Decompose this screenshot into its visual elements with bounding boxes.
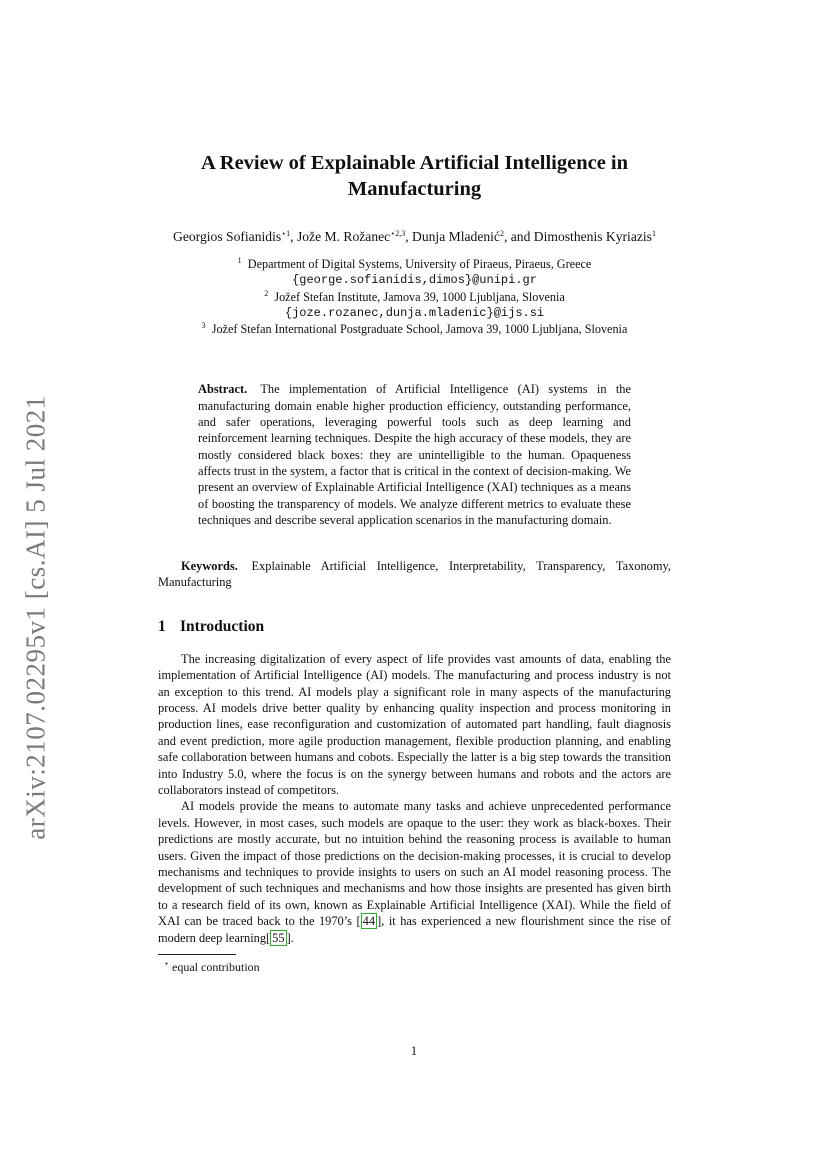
abstract-label: Abstract.: [198, 382, 248, 397]
author-name: Georgios Sofianidis: [173, 229, 282, 244]
affiliation-text: Jožef Stefan Institute, Jamova 39, 1000 Ljubljana, Slovenia: [274, 289, 565, 304]
author-marks: 1: [651, 229, 656, 238]
affiliation-number: 2: [264, 288, 269, 298]
intro-paragraph-1: The increasing digitalization of every aspect of life provides vast amounts of data, enabling the implementation of Artificial Intelligence (AI) models. The manufacturing and process industry is not an exception to this trend. AI models play a significant role in many aspects of the manufacturing process. AI models drive better quality by enhancing quality inspection and process monitoring in production lines, ease reconfiguration and customization of automated part handling, fault diagnosis and event prediction, more agile production management, flexible production planning, and enabling safe collaboration between humans and cobots. Especially the latter is a big step towards the transition into Industry 5.0, where the focus is on the synergy between humans and robots and the actors are collaborators instead of competitors.: [158, 651, 671, 797]
arxiv-identifier: arXiv:2107.02295v1 [cs.AI] 5 Jul 2021: [20, 395, 51, 840]
keywords-label: Keywords.: [181, 559, 238, 574]
author-marks: ⋆1: [281, 229, 291, 238]
author-marks: ⋆2,3: [390, 229, 406, 238]
intro-paragraph-2: AI models provide the means to automate many tasks and achieve unprecedented performance levels. However, in most cases, such models are opaque to the user: they work as black-boxes. Their predictions are mostly accurate, but no intuition behind the reasoning process is available to human users. Given the impact of those predictions on the decision-making processes, it is crucial to develop mechanisms and techniques to provide insights to users on such an AI model reasoning process. The development of such techniques and mechanisms and how those insights are presented has given birth to a research field of its own, known as Explainable Artificial Intelligence (XAI). While the field of XAI can be traced back to the 1970’s [ 44 ], it has experienced a new flourishment since the rise of modern deep learning[ 55 ].: [158, 799, 671, 945]
arxiv-sidebar: [16, 390, 56, 845]
footnote-divider: [158, 954, 236, 955]
paragraph-text: AI models provide the means to automate many tasks and achieve unprecedented performance levels. However, in most cases, such models are opaque to the user: they work as black-boxes. Their predictions are mostly accurate, but no intuition behind the reasoning process is available to human users. Given the impact of those predictions on the decision-making processes, it is crucial to develop mechanisms and techniques to provide insights to users on such an AI model reasoning process. The development of such techniques and mechanisms and how those insights are presented has given birth to a research field of its own, known as Explainable Artificial Intelligence (XAI). While the field of XAI can be traced back to the 1970’s: [158, 799, 671, 929]
author-name: Dunja Mladenić: [412, 229, 500, 244]
keywords: [158, 558, 671, 591]
author-marks: 2: [499, 229, 504, 238]
affiliation-number: 1: [237, 256, 242, 265]
affiliation-1: [158, 256, 671, 272]
author-separator: , and: [503, 229, 534, 244]
paragraph-text: .: [290, 930, 294, 945]
abstract-text: The implementation of Artificial Intelligence (AI) systems in the manufacturing domain enable higher production efficiency, outstanding performance, and safer operations, leveraging powerful tools such as deep learning and reinforcement learning techniques. Despite the high accuracy of these models, they are mostly considered black boxes: they are unintelligible to the human. Opaqueness affects trust in the system, a factor that is critical in the context of decision-making. We present an overview of Explainable Artificial Intelligence (XAI) techniques as a means of boosting the transparency of models. We analyze different metrics to evaluate these techniques and describe several application scenarios in the manufacturing domain.: [198, 382, 632, 527]
paper-content: [158, 150, 671, 975]
author-separator: ,: [290, 229, 297, 244]
footnote-mark: ⋆: [164, 959, 170, 969]
author-list: [158, 228, 671, 246]
affiliation-email[interactable]: {george.sofianidis,dimos}@unipi.gr: [292, 273, 537, 288]
affiliation-number: 3: [201, 321, 206, 331]
section-heading: [158, 617, 671, 637]
author-separator: ,: [405, 229, 412, 244]
author-name: Dimosthenis Kyriazis: [533, 229, 652, 244]
page-number: 1: [410, 1044, 418, 1058]
section-number: 1: [158, 617, 166, 635]
affiliation-email[interactable]: {joze.rozanec,dunja.mladenic}@ijs.si: [284, 305, 545, 320]
citation-link[interactable]: 44: [362, 914, 376, 929]
citation-link[interactable]: 55: [272, 930, 285, 945]
footnote-text: equal contribution: [172, 960, 260, 975]
affiliation-2: [158, 289, 671, 305]
section-title: Introduction: [180, 617, 265, 635]
paper-title: A Review of Explainable Artificial Intelligence in Manufacturing: [200, 152, 629, 200]
author-name: Jože M. Rožanec: [296, 229, 391, 244]
affiliation-text: Jožef Stefan International Postgraduate School, Jamova 39, 1000 Ljubljana, Slovenia: [211, 322, 628, 337]
affiliation-3: [158, 321, 671, 337]
affiliations: [158, 256, 671, 337]
paragraph-text: , it has experienced a new flourishment since the rise of modern deep learning: [158, 914, 671, 945]
keywords-text: Explainable Artificial Intelligence, Interpretability, Transparency, Taxonomy, Manufacturing: [158, 559, 671, 590]
footnote: [158, 959, 671, 975]
abstract: [198, 381, 631, 528]
affiliation-text: Department of Digital Systems, University of Piraeus, Piraeus, Greece: [247, 257, 592, 271]
